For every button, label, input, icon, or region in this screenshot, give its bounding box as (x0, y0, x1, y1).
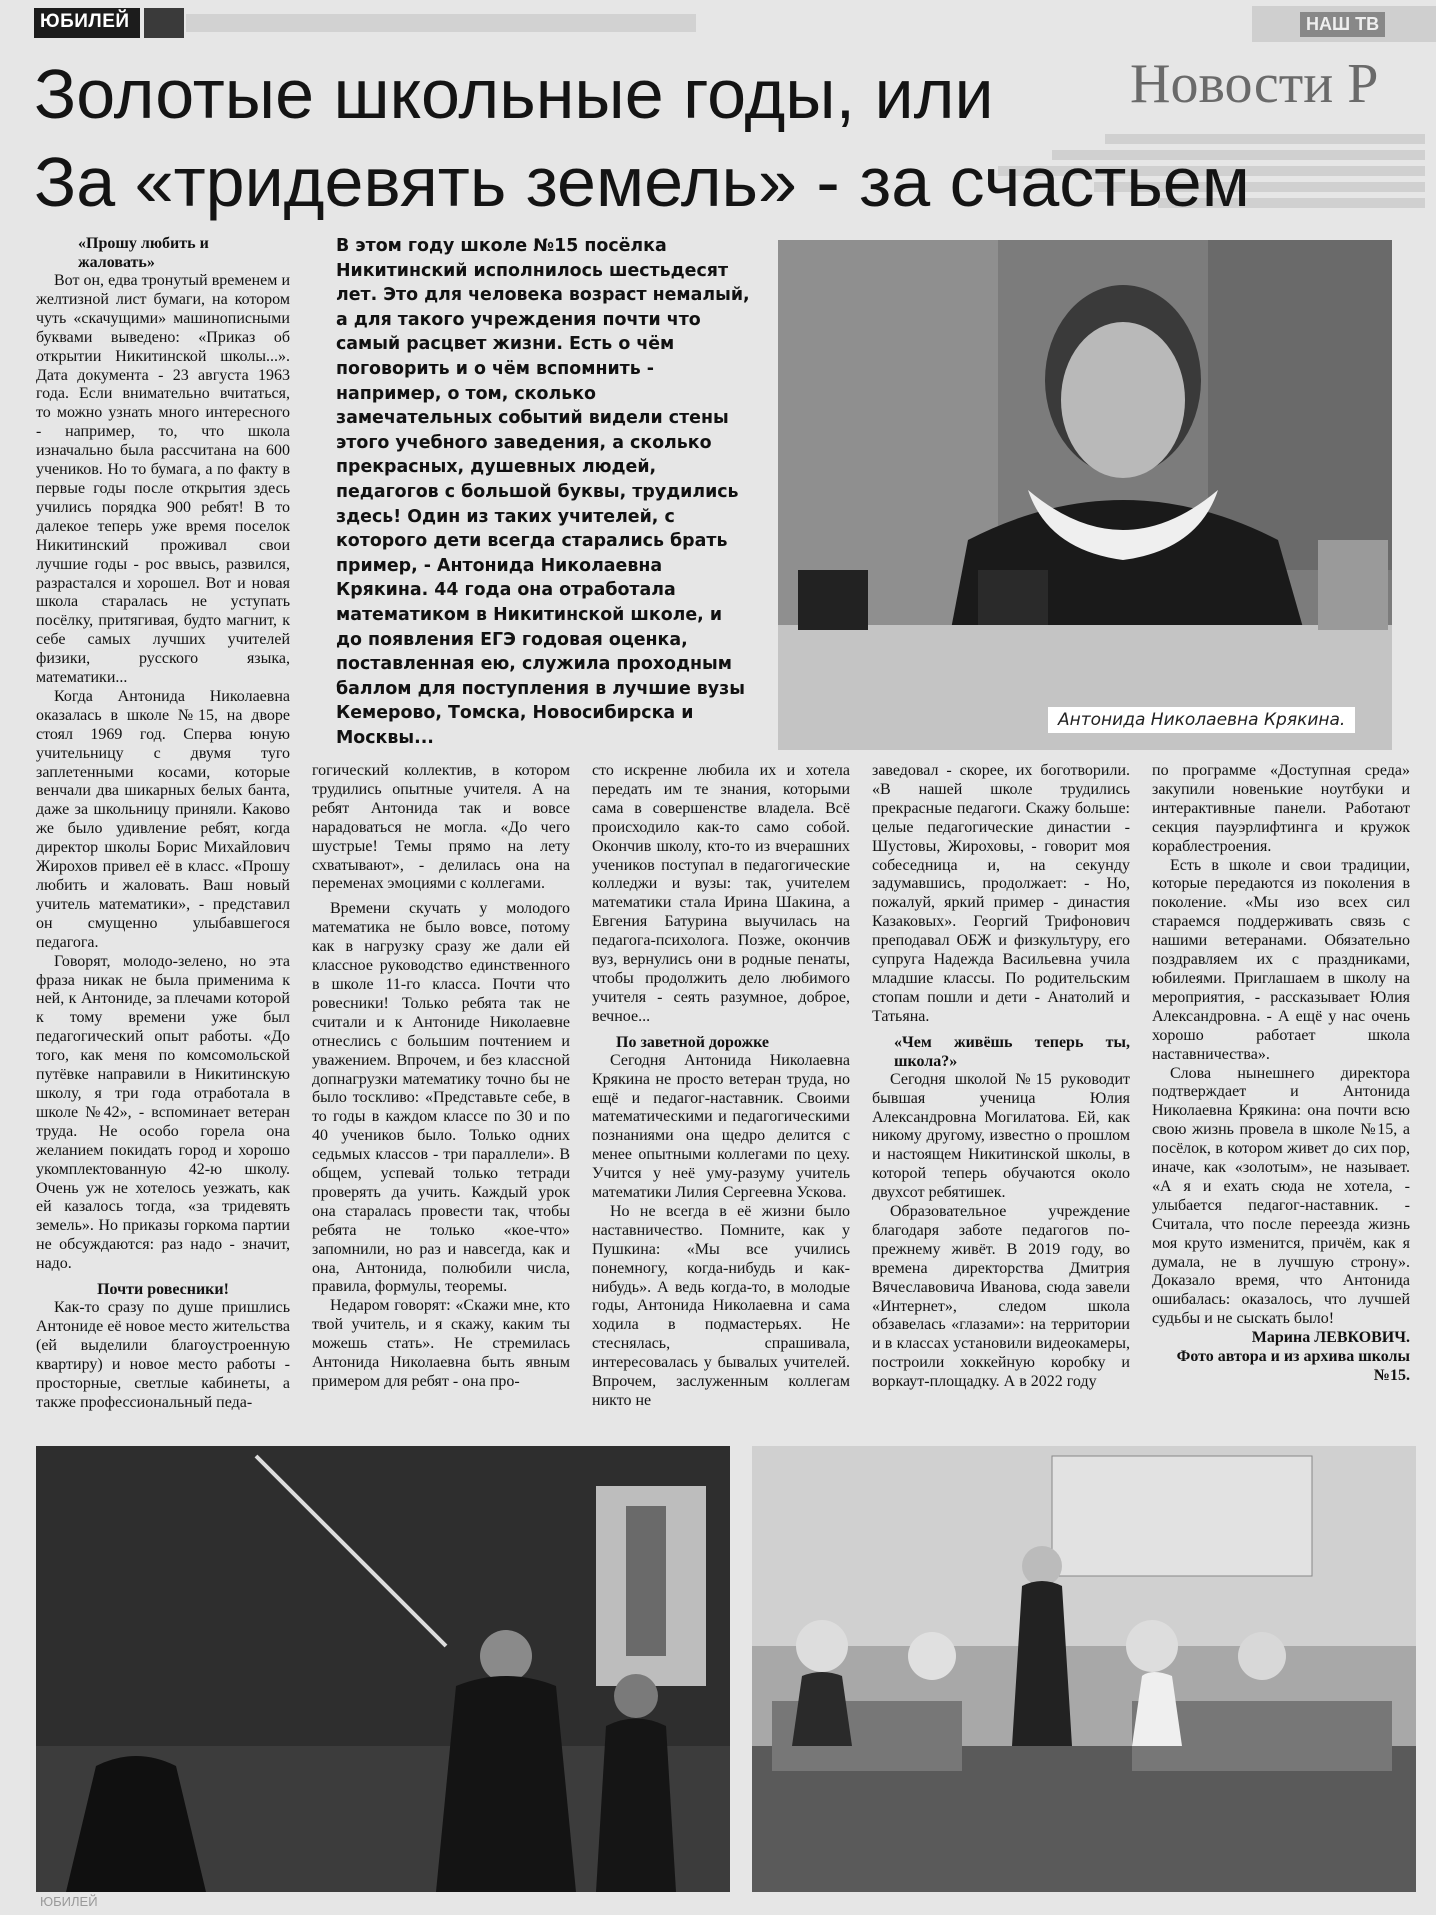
adjacent-article-tag: НАШ ТВ (1300, 12, 1385, 37)
col3-paragraph-2: Сегодня Антонида Николаевна Крякина не просто ветеран труда, но ещё и педагог-наставник. Своими математическими и педагогическими познаниями она щедро делится с менее опытными коллегами по цеху. Учится у неё уму-разуму учитель математики Лилия Сергеевна Ускова. (592, 1051, 850, 1202)
col5-paragraph-1: по программе «Доступная среда» закупили новенькие ноутбуки и интерактивные панели. Работают секция пауэрлифтинга и кружок кораблестроения. (1152, 762, 1410, 855)
column-1 (36, 234, 290, 1412)
headline-line-2: За «тридевять земель» - за счастьем (34, 143, 1250, 221)
article-headline (34, 50, 1394, 226)
column-4 (872, 762, 1130, 1392)
col4-paragraph-1: заведовал - скорее, их боготворили. «В нашей школе трудились прекрасные педагоги. Скажу больше: целые педагогические династии - Шустовы, Жироховы, - говорит моя собеседница и, на секунду задумавшись, продолжает: - Но, пожалуй, яркий пример - династия Казаковых». Георгий Трифонович преподавал ОБЖ и физкультуру, его супруга Надежда Васильевна учила младшие классы. По родительским стопам пошли и дети - Анатолий и Татьяна. (872, 762, 1130, 1025)
pupils-classroom-drawing (752, 1446, 1416, 1892)
col1-paragraph-3: Говорят, молодо-зелено, но эта фраза никак не была применима к ней, к Антониде, за плечами которой к тому времени уже был педагогический опыт работы. «До того, как меня по комсомольской путёвке направили в Никитинскую школу, я три года отработала в школе №42», - вспоминает ветеран труда. Не особо горела она желанием покидать город и хорошо укомплектованную 42-ю школу. Очень уж не хотелось уезжать, как ей казалось тогда, «за тридевять земель». Но приказы горкома партии не обсуждаются: раз надо - значит, надо. (36, 952, 290, 1273)
archive-classroom-drawing (36, 1446, 730, 1892)
author-signature: Марина ЛЕВКОВИЧ. (1251, 1329, 1410, 1347)
col1-paragraph-1: Вот он, едва тронутый временем и желтизной лист бумаги, на котором чуть «скачущими» машинописными буквами выведено: «Приказ об открытии Никитинской школы...». Дата документа - 23 августа 1963 года. Если внимательно вчитаться, то можно узнать много интересного - например, то, что школа изначально была рассчитана на 600 учеников. Но то бумага, а по факту в первые годы после открытия здесь учились порядка 900 ребят! В то далекое теперь уже время поселок Никитинский проживал свои лучшие годы - рос ввысь, развился, разрастался и хорошел. Вот и новая школа старалась не уступать посёлку, притягивая, будто магнит, к себе самых лучших учителей физики, русского языка, математики... (36, 272, 290, 687)
photo-credit: Фото автора и из архива школы №15. (1176, 1348, 1410, 1384)
pupils-classroom-photo (752, 1446, 1416, 1892)
column-2 (312, 762, 570, 1392)
footer-rubric: ЮБИЛЕЙ (40, 1894, 98, 1909)
column-5 (1152, 762, 1410, 1386)
col5-paragraph-2: Есть в школе и свои традиции, которые передаются из поколения в поколение. «Мы изо всех сил стараемся поддерживать связь с нашими ветеранами. Обязательно поздравляем их с праздниками, юбилеями. Приглашаем в школу на мероприятия, - рассказывает Юлия Александровна. - А ещё у нас очень хорошо работает школа наставничества». (1152, 856, 1410, 1063)
col1-paragraph-4: Как-то сразу по душе пришлись Антониде её новое место жительства (ей выделили благоустроенную квартиру) и новое место работы - просторные, светлые кабинеты, а также профессиональный педа- (36, 1299, 290, 1411)
archive-classroom-photo (36, 1446, 730, 1892)
teacher-portrait-drawing (778, 240, 1392, 750)
teacher-portrait-photo (778, 240, 1392, 750)
subheading-love: «Прошу любить и жаловать» (78, 235, 209, 271)
col2-paragraph-3: Недаром говорят: «Скажи мне, кто твой учитель, и я скажу, каким ты можешь стать». Не стремилась Антонида Николаевна быть явным примером для ребят - она про- (312, 1297, 570, 1390)
col4-paragraph-2: Сегодня школой №15 руководит бывшая ученица Юлия Александровна Могилатова. Ей, как никому другому, известно о прошлом и настоящем Никитинской школы, в которой теперь обучаются около двухсот ребятишек. (872, 1070, 1130, 1202)
col3-paragraph-3: Но не всегда в её жизни было наставничество. Помните, как у Пушкина: «Мы все учились понемногу, когда-нибудь и как-нибудь». А ведь когда-то, в молодые годы, Антонида Николаевна и сама ходила в подмастерьях. Не стеснялась, спрашивала, интересовалась у бывалых учителей. Впрочем, заслуженным коллегам никто не (592, 1202, 850, 1409)
col2-paragraph-2: Времени скучать у молодого математика не было вовсе, потому как в нагрузку сразу же дали ей классное руководство единственного в школе 11-го класса. Почти что ровесники! Только ребята так не считали и к Антониде Николаевне отнеслись с большим почтением и уважением. Впрочем, и без классной допнагрузки математику точно бы не было тоскливо: «Представьте себе, в то годы в каждом классе по 30 и по 40 учеников было. Только одних седьмых классов - три параллели». В общем, успевай только тетради проверять да учить. Каждый урок она старалась провести так, чтобы ребята не только «кое-что» запомнили, но раз и навсегда, как и она, Антонида, полюбили числа, правила, формулы, теоремы. (312, 900, 570, 1296)
headline-line-1: Золотые школьные годы, или (34, 55, 994, 133)
col2-paragraph-1: гогический коллектив, в котором трудились опытные учителя. А на ребят Антонида так и вовсе нарадоваться не могла. «До чего шустрые! Темы прямо на лету схватывают», - делилась она на переменах эмоциями с коллегами. (312, 762, 570, 893)
col4-paragraph-3: Образовательное учреждение благодаря заботе педагогов по-прежнему живёт. В 2019 году, во времена директорства Дмитрия Вячеславовича Иванова, сюда завели «Интернет», следом школа обзавелась «глазами»: на территории и в классах установили видеокамеры, построили хоккейную коробку и воркаут-площадку. А в 2022 году (872, 1203, 1130, 1391)
adjacent-article-title: Новости Р (1130, 53, 1379, 114)
col3-paragraph-1: сто искренне любила их и хотела передать им те знания, которыми сама в совершенстве владела. Всё происходило как-то само собой. Окончив школу, кто-то из вчерашних учеников поступал в педагогические колледжи и вузы: так, учителем математики стала Ирина Шакина, а Евгения Батурина выучилась на педагога-психолога. Позже, окончив вуз, вернулись они в родные пенаты, чтобы продолжить дело любимого учителя - сеять разумное, доброе, вечное... (592, 762, 850, 1025)
photo-caption: Антонида Николаевна Крякина. (1048, 707, 1355, 733)
col1-paragraph-2: Когда Антонида Николаевна оказалась в школе №15, на дворе стоял 1969 год. Сперва юную учительницу с двумя туго заплетенными косами, которые венчали два шикарных белых банта, даже за школьницу приняли. Каково же было удивление ребят, когда директор школы Борис Михайлович Жирохов привел её в класс. «Прошу любить и жаловать. Ваш новый учитель математики», - представил он смущенно улыбавшегося педагога. (36, 687, 290, 951)
rubric-label: ЮБИЛЕЙ (40, 11, 130, 32)
column-3 (592, 762, 850, 1411)
subheading-school-life: «Чем живёшь теперь ты, школа?» (894, 1033, 1130, 1070)
rubric-decoration (144, 8, 184, 38)
subheading-path: По заветной дорожке (616, 1033, 770, 1051)
col5-paragraph-3: Слова нынешнего директора подтверждает и Антонида Николаевна Крякина: она почти всю свою жизнь провела в школе №15, а посёлок, в котором живет до сих пор, иначе, как «золотым», не называет. «А я и ехать сюда не хотела, - улыбается педагог-наставник. - Считала, что после переезда жизнь моя круто изменится, причём, как я думала, не в лучшую строну». Доказало время, что Антонида ошибалась: оказалось, что лучшей судьбы и не сыскать было! (1152, 1064, 1410, 1328)
bleed-through-strip (186, 14, 696, 32)
article-lead: В этом году школе №15 посёлка Никитинский исполнилось шестьдесят лет. Это для человека возраст немалый, а для такого учреждения почти что самый расцвет жизни. Есть о чём поговорить и о чём вспомнить - например, о том, сколько замечательных событий видели стены этого учебного заведения, а сколько прекрасных, душевных людей, педагогов с большой буквы, трудились здесь! Один из таких учителей, с которого дети всегда старались брать пример, - Антонида Николаевна Крякина. 44 года она отработала математиком в Никитинской школе, и до появления ЕГЭ годовая оценка, поставленная ею, служила проходным баллом для поступления в лучшие вузы Кемерово, Томска, Новосибирска и Москвы... (336, 236, 750, 748)
subheading-peers: Почти ровесники! (97, 1281, 229, 1299)
